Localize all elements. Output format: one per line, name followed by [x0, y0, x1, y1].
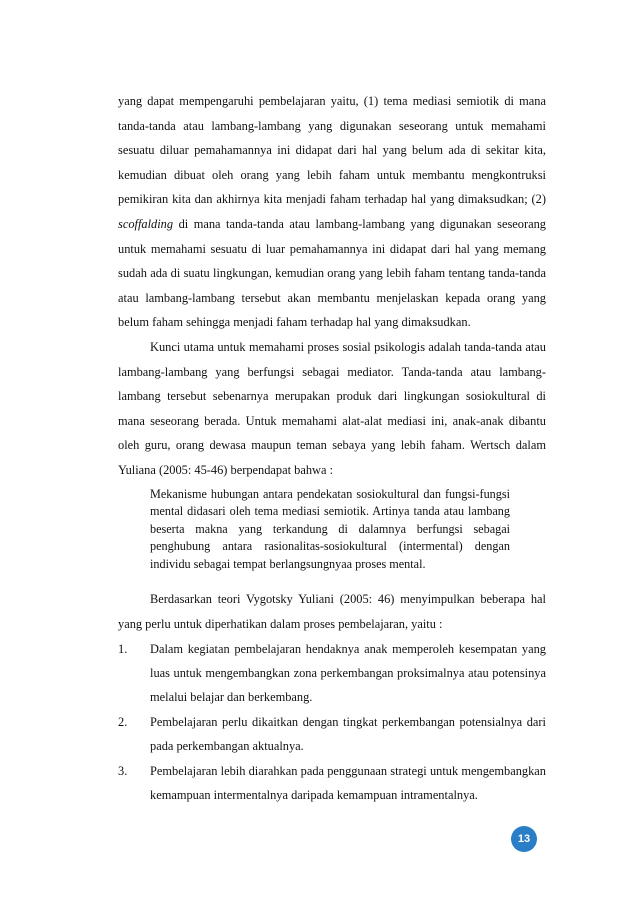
page-body [118, 89, 546, 808]
list-number: 2. [118, 714, 128, 729]
list-item [118, 710, 546, 759]
list-item [118, 637, 546, 710]
paragraph-kunci-utama: Kunci utama untuk memahami proses sosial psikologis adalah tanda-tanda atau lambang-lambang yang berfungsi sebagai mediator. Tanda-tanda atau lambang-lambang tersebut sebenarnya merupakan produk dari lingkungan sosiokultural di mana seseorang berada. Untuk memahami alat-alat mediasi ini, anak-anak dibantu oleh guru, orang dewasa maupun teman sebaya yang lebih faham. Wertsch dalam Yuliana (2005: 45-46) berpendapat bahwa : [118, 339, 546, 477]
paragraph-vygotsky: Berdasarkan teori Vygotsky Yuliani (2005: 46) menyimpulkan beberapa hal yang perlu untuk diperhatikan dalam proses pembelajaran, yaitu : [118, 592, 546, 632]
list-number: 1. [118, 641, 128, 656]
page-number-badge: 13 [511, 826, 537, 852]
block-quote: Mekanisme hubungan antara pendekatan sosiokultural dan fungsi-fungsi mental didasari oleh tema mediasi semiotik. Artinya tanda atau lambang beserta makna yang terkandung di dalamnya berfungsi sebagai penghubung antara rasionalitas-sosiokultural (intermental) dengan individu sebagai tempat berlangsungnyaa proses mental. [150, 486, 510, 571]
paragraph-text: di mana tanda-tanda atau lambang-lambang yang digunakan seseorang untuk memahami sesuatu di luar pemahamannya ini didapat dari hal yang memang sudah ada di suatu lingkungan, kemudian orang yang lebih faham tentang tanda-tanda atau lambang-lambang tersebut akan membantu menjelaskan kepada orang yang belum faham sehingga menjadi faham terhadap hal yang dimaksudkan. [118, 216, 546, 330]
paragraph-text: yang dapat mempengaruhi pembelajaran yaitu, (1) tema mediasi semiotik di mana tanda-tanda atau lambang-lambang yang digunakan seseorang untuk memahami sesuatu diluar pemahamannya ini didapat dari hal yang belum ada di sekitar kita, kemudian dibuat oleh orang yang lebih faham untuk membantu mengkontruksi pemikiran kita dan akhirnya kita menjadi faham terhadap hal yang dimaksudkan; (2) [118, 94, 546, 207]
list-item-text: Pembelajaran lebih diarahkan pada penggunaan strategi untuk mengembangkan kemampuan intermentalnya daripada kemampuan intramentalnya. [150, 763, 546, 803]
list-item [118, 759, 546, 808]
italic-term: scoffalding [118, 216, 174, 231]
list-item-text: Dalam kegiatan pembelajaran hendaknya anak memperoleh kesempatan yang luas untuk mengembangkan zona perkembangan proksimalnya atau potensinya melalui belajar dan berkembang. [150, 641, 546, 705]
spacer [118, 573, 546, 587]
list-number: 3. [118, 763, 128, 778]
paragraph-mediasi-semiotik [118, 89, 546, 335]
list-item-text: Pembelajaran perlu dikaitkan dengan tingkat perkembangan potensialnya dari pada perkembangan aktualnya. [150, 714, 546, 754]
numbered-list [118, 637, 546, 808]
